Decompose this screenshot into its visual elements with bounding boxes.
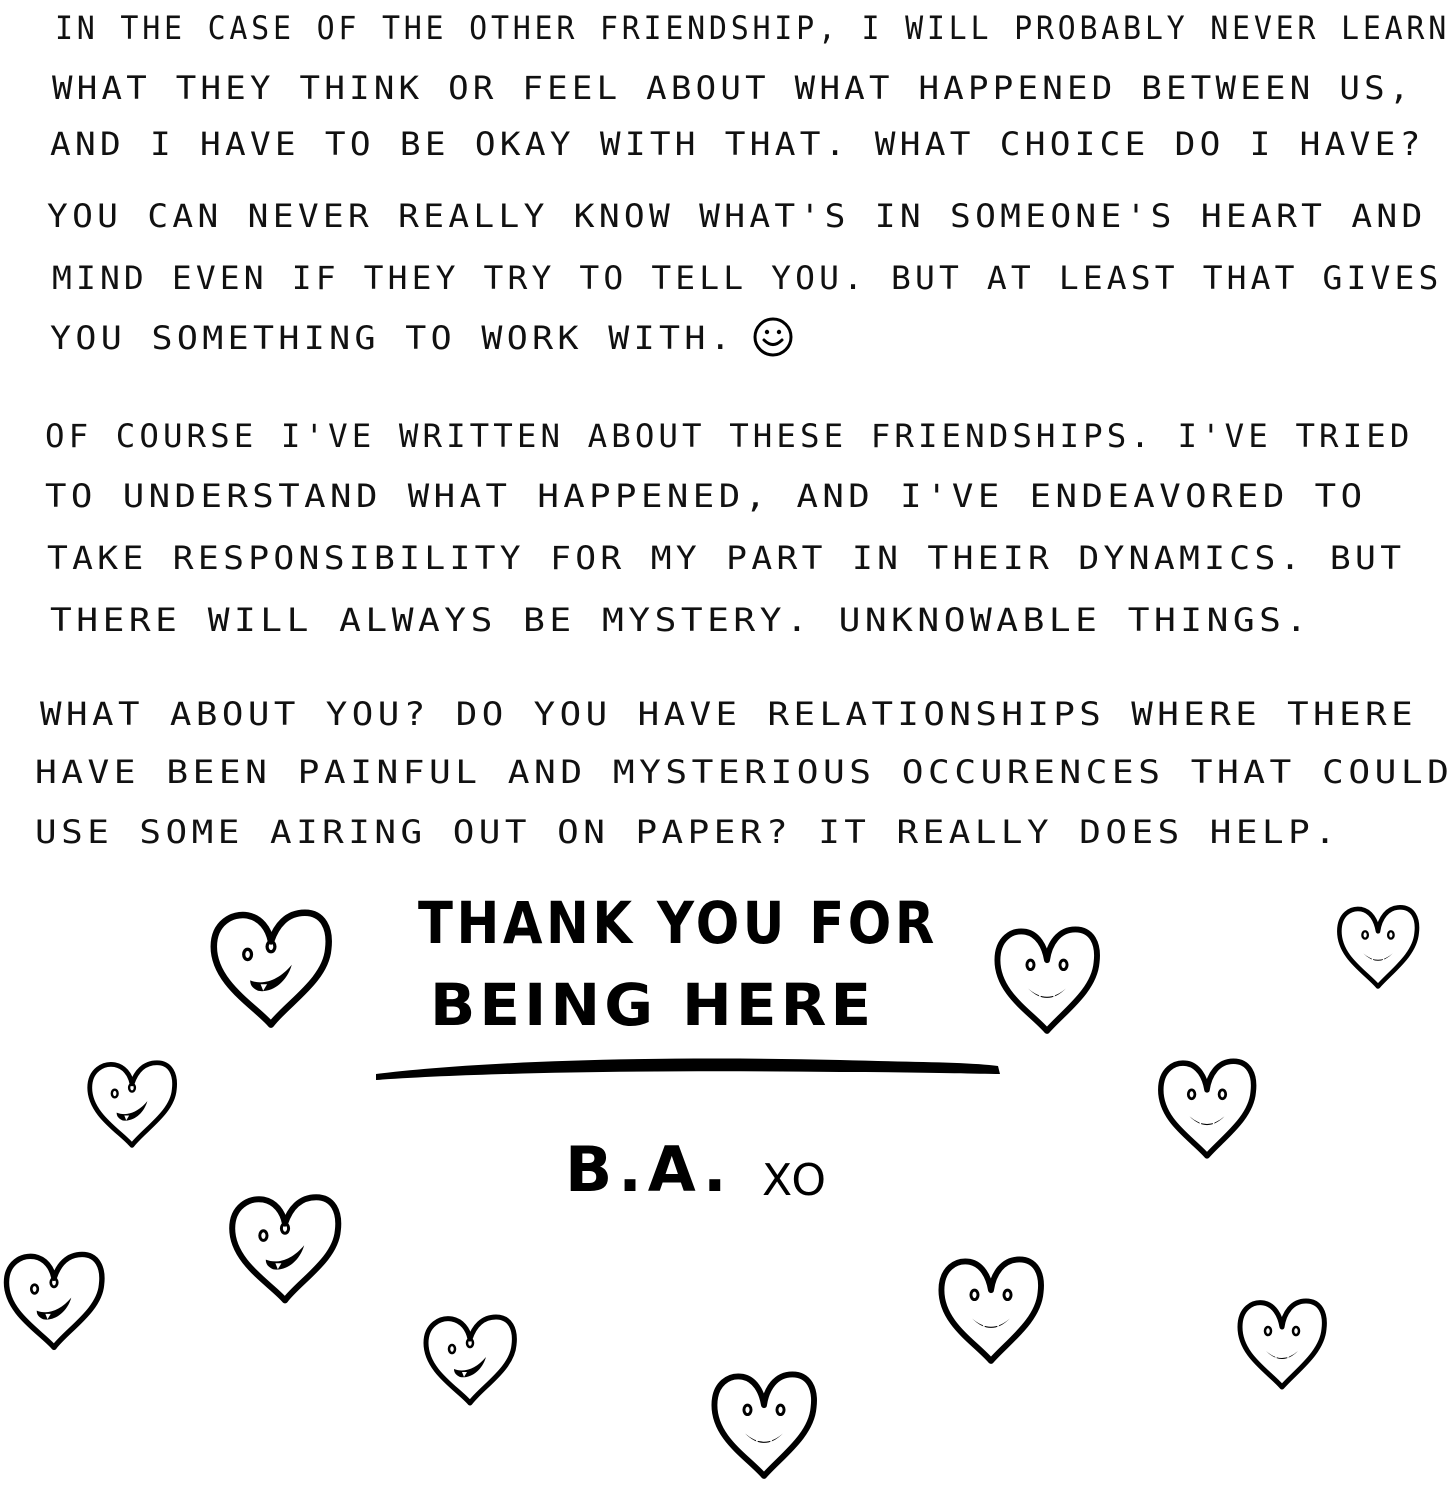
signature-initials: B.A. xyxy=(565,1133,733,1206)
smiling-heart-icon xyxy=(988,905,1106,1053)
smiling-heart-icon xyxy=(932,1250,1050,1368)
letter-line: THERE WILL ALWAYS BE MYSTERY. UNKNOWABLE THINGS. xyxy=(50,601,1312,639)
letter-line: WHAT ABOUT YOU? DO YOU HAVE RELATIONSHIPS WHERE THERE xyxy=(40,695,1418,733)
letter-line: YOU CAN NEVER REALLY KNOW WHAT'S IN SOMEONE'S HEART AND xyxy=(47,197,1427,235)
closing-line-2: BEING HERE xyxy=(430,971,876,1039)
letter-line: TO UNDERSTAND WHAT HAPPENED, AND I'VE ENDEAVORED TO xyxy=(45,477,1367,515)
smiley-face-icon xyxy=(752,316,794,358)
smiling-heart-icon xyxy=(225,1185,345,1315)
letter-line: USE SOME AIRING OUT ON PAPER? IT REALLY DOES HELP. xyxy=(35,813,1341,851)
smiling-heart-icon xyxy=(1332,890,1424,1002)
letter-line: OF COURSE I'VE WRITTEN ABOUT THESE FRIENDSHIPS. I'VE TRIED xyxy=(45,417,1414,455)
smiling-heart-icon xyxy=(1152,1045,1262,1170)
smiling-heart-icon xyxy=(704,1365,824,1483)
closing-line-1: THANK YOU FOR xyxy=(418,889,938,957)
letter-line: IN THE CASE OF THE OTHER FRIENDSHIP, I WILL PROBABLY NEVER LEARN xyxy=(55,9,1450,47)
smiling-heart-icon xyxy=(0,1238,108,1366)
smiling-heart-icon xyxy=(206,880,336,1060)
smiling-heart-icon xyxy=(84,1050,180,1160)
smiling-heart-icon xyxy=(420,1305,520,1417)
letter-line: TAKE RESPONSIBILITY FOR MY PART IN THEIR DYNAMICS. BUT xyxy=(47,539,1406,577)
letter-line: WHAT THEY THINK OR FEEL ABOUT WHAT HAPPENED BETWEEN US, xyxy=(52,69,1414,107)
smiling-heart-icon xyxy=(1232,1282,1332,1404)
letter-line: AND I HAVE TO BE OKAY WITH THAT. WHAT CHOICE DO I HAVE? xyxy=(50,125,1425,163)
letter-line: MIND EVEN IF THEY TRY TO TELL YOU. BUT AT LEAST THAT GIVES xyxy=(52,259,1443,297)
letter-line: HAVE BEEN PAINFUL AND MYSTERIOUS OCCURENCES THAT COULD xyxy=(35,753,1454,791)
letter-line: YOU SOMETHING TO WORK WITH. xyxy=(50,319,736,357)
brush-underline xyxy=(370,1050,1010,1090)
signature-xo: XO xyxy=(762,1155,828,1206)
